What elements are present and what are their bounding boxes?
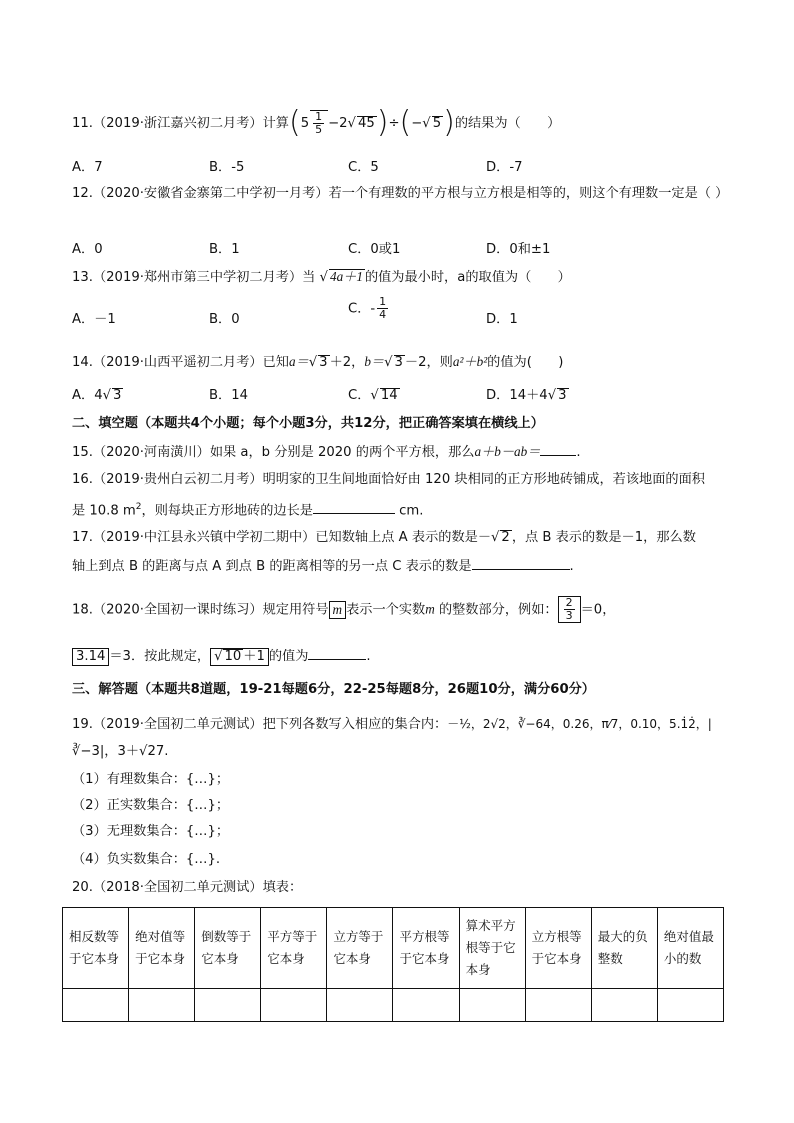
q18-example-bracket — [558, 596, 581, 623]
q13-option-d[interactable]: D．1 — [486, 312, 518, 327]
q13-option-b[interactable]: B．0 — [209, 312, 240, 327]
answer-cell[interactable] — [327, 989, 393, 1022]
q11-source: 11.（2019·浙江嘉兴初二月考）计算 — [72, 116, 289, 131]
q14-b-rad: 3 — [394, 355, 403, 370]
q17-rad: 2 — [501, 530, 510, 545]
q11-option-d[interactable]: D．-7 — [486, 160, 523, 175]
table-header-cell: 最大的负整数 — [591, 908, 657, 989]
table-header-cell: 绝对值最小的数 — [657, 908, 723, 989]
question-11: 11.（2019·浙江嘉兴初二月考）计算(5 $\frac{1}{5}$ −2√ 45)÷(−√ 5)的结果为（ ） — [72, 105, 561, 140]
q19-intro: 19.（2019·全国初二单元测试）把下列各数写入相应的集合内： — [72, 717, 448, 732]
q11-coef1: 5 — [300, 116, 310, 131]
q18-m: m — [425, 601, 435, 617]
q16-answer-blank[interactable] — [313, 500, 395, 514]
q11-option-a[interactable]: A．7 — [72, 160, 103, 175]
q12-options — [72, 238, 732, 258]
answer-cell[interactable] — [591, 989, 657, 1022]
question-19-line1 — [72, 714, 734, 735]
q18-line2c: 的值为 — [268, 649, 309, 664]
question-18-line2 — [72, 646, 734, 667]
question-18-line1 — [72, 596, 734, 623]
q14-c-rad: 14 — [380, 388, 398, 403]
q18-rad: 10 — [224, 649, 242, 664]
q17-line2-text: 轴上到点 B 的距离与点 A 到点 B 的距离相等的另一点 C 表示的数是 — [72, 559, 472, 574]
answer-cell[interactable] — [129, 989, 195, 1022]
table-header-cell: 绝对值等于它本身 — [129, 908, 195, 989]
answer-cell[interactable] — [459, 989, 525, 1022]
table-header-cell: 立方等于它本身 — [327, 908, 393, 989]
q18-c: 的整数部分，例如： — [438, 602, 558, 618]
question-20: 20.（2018·全国初二单元测试）填表： — [72, 880, 303, 895]
q19-item-4: （4）负实数集合：{…}. — [72, 852, 221, 867]
q14-option-d[interactable]: D．14＋4√ 3 — [486, 388, 567, 403]
q17-neg: － — [477, 530, 492, 545]
q11-frac-num: 1 — [315, 109, 323, 123]
q18-example2: 3.14 — [72, 648, 109, 666]
q12-option-a[interactable]: A．0 — [72, 242, 103, 257]
q18-line2b: ＝3．按此规定， — [109, 649, 211, 664]
q11-div: ÷ — [388, 116, 400, 131]
q11-radical1 — [310, 110, 328, 136]
q11-options — [72, 156, 732, 176]
question-17-line1: 17.（2019·中江县永兴镇中学初二期中）已知数轴上点 A 表示的数是－√ 2 ，点 B 表示的数是－1，那么数 — [72, 530, 696, 545]
q18-ask-bracket: √ 10 ＋1 — [210, 648, 269, 666]
q11-radical2: 45 — [357, 116, 375, 131]
q18-ex-frac — [564, 597, 575, 622]
q12-option-b[interactable]: B．1 — [209, 242, 240, 257]
q17-a: 17.（2019·中江县永兴镇中学初二期中）已知数轴上点 A 表示的数是 — [72, 530, 478, 545]
q14-source: 14.（2019·山西平遥初二月考）已知 — [72, 355, 289, 370]
q14-a-rad: 3 — [113, 388, 122, 403]
q13-option-c[interactable] — [348, 296, 390, 321]
q13-option-a[interactable]: A．－1 — [72, 312, 116, 327]
q16-tail: cm. — [399, 503, 424, 519]
q11-radical3: 5 — [432, 116, 442, 131]
q18-answer-blank[interactable] — [308, 646, 366, 660]
q13-c-den: 4 — [379, 308, 387, 321]
answer-cell[interactable] — [525, 989, 591, 1022]
left-paren: ( — [288, 105, 301, 140]
q14-ask: a²＋b² — [452, 354, 488, 369]
section-2-heading: 二、填空题（本题共4个小题；每个小题3分，共12分，把正确答案填在横线上） — [72, 416, 544, 431]
q15-text: 15.（2020·河南潢川）如果 a，b 分别是 2020 的两个平方根，那么 — [72, 445, 475, 460]
q18-b: 表示一个实数 — [346, 602, 426, 618]
answer-cell[interactable] — [63, 989, 129, 1022]
q13-options — [72, 295, 732, 328]
q11-coef2: 2 — [339, 116, 348, 131]
q14-options — [72, 384, 732, 404]
section-3-heading: 三、解答题（本题共8道题，19-21每题6分，22-25每题8分，26题10分，满分60分） — [72, 682, 595, 697]
q14-tail: 的值为( ) — [487, 355, 564, 370]
table-header-cell: 倒数等于它本身 — [195, 908, 261, 989]
q11-option-c[interactable]: C．5 — [348, 160, 379, 175]
q12-option-c[interactable]: C．0或1 — [348, 242, 401, 257]
q12-option-d[interactable]: D．0和±1 — [486, 242, 551, 257]
question-16-line2 — [72, 497, 734, 521]
q14-option-a[interactable]: A．4√ 3 — [72, 388, 122, 403]
table-header-cell: 平方根等于它本身 — [393, 908, 459, 989]
q14-a-rad: 3 — [319, 355, 328, 370]
q11-tail: 的结果为（ ） — [454, 116, 561, 131]
q11-frac — [313, 111, 324, 136]
q16-sup: 2 — [135, 502, 142, 512]
right-paren-2: ) — [443, 105, 455, 140]
q13-c-num: 1 — [379, 295, 387, 308]
q14-option-c[interactable]: C．√ 14 — [348, 388, 398, 403]
left-paren-2: ( — [399, 105, 412, 140]
q13-radical: 4a＋1 — [329, 269, 363, 284]
q14-a-tail: ＋2， — [329, 355, 365, 370]
q14-d-rad: 3 — [558, 388, 567, 403]
answer-cell[interactable] — [261, 989, 327, 1022]
q18-tail: . — [366, 649, 371, 664]
q14-option-b[interactable]: B．14 — [209, 388, 249, 403]
q11-option-b[interactable]: B．-5 — [209, 160, 245, 175]
q17-b: ，点 B 表示的数是－1，那么数 — [511, 530, 696, 545]
question-12: 12.（2020·安徽省金寨第二中学初一月考）若一个有理数的平方根与立方根是相等的，则这个有理数一定是（ ） — [72, 186, 729, 201]
question-13: 13.（2019·郑州市第三中学初二月考）当 √ 4a＋1 的值为最小时，a的取值为（ ） — [72, 269, 571, 285]
answer-cell[interactable] — [393, 989, 459, 1022]
q18-plus: ＋1 — [243, 649, 265, 664]
q14-c-label: C． — [348, 388, 371, 403]
q16-area: 是 10.8 m — [72, 503, 136, 519]
q15-answer-blank[interactable] — [540, 442, 576, 456]
q14-d-label: D．14＋4 — [486, 388, 548, 403]
q18-ex-num: 2 — [565, 596, 573, 609]
q19-item-3: （3）无理数集合：{…}； — [72, 824, 230, 839]
q14-b-tail: －2，则 — [404, 355, 453, 370]
q14-a-label: A．4 — [72, 388, 103, 403]
q18-a: 18.（2020·全国初一课时练习）规定用符号 — [72, 602, 329, 618]
question-19-line2: ∛−3|，3＋√27. — [72, 744, 169, 759]
q19-item-2: （2）正实数集合：{…}； — [72, 798, 230, 813]
answer-cell[interactable] — [195, 989, 261, 1022]
q15-tail: . — [576, 445, 581, 460]
q15-expr: a＋b－ab＝ — [474, 444, 541, 459]
q11-frac-den: 5 — [315, 122, 323, 136]
question-17-line2 — [72, 556, 734, 577]
q18-ex-den: 3 — [565, 609, 573, 622]
right-paren: ) — [376, 105, 389, 140]
q19-item-1: （1）有理数集合：{…}； — [72, 772, 230, 787]
q13-source: 13.（2019·郑州市第三中学初二月考）当 — [72, 270, 316, 285]
q13-c-frac — [377, 296, 388, 321]
table-header-cell: 立方根等于它本身 — [525, 908, 591, 989]
q13-tail: 的值为最小时，a的取值为（ ） — [364, 270, 571, 285]
q14-a: a＝ — [288, 354, 309, 369]
q11-inner: − — [411, 116, 423, 131]
table-header-cell: 平方等于它本身 — [261, 908, 327, 989]
q17-answer-blank[interactable] — [472, 556, 570, 570]
q17-tail: . — [569, 559, 574, 574]
question-16-line1: 16.（2019·贵州白云初二月考）明明家的卫生间地面恰好由 120 块相同的正方形地砖铺成，若该地面的面积 — [72, 472, 705, 487]
answer-cell[interactable] — [657, 989, 723, 1022]
q16-ask: ，则每块正方形地砖的边长是 — [141, 503, 313, 519]
q19-numbers: －½，2√2，∛−64，0.26，π⁄7，0.10，5.1̇2̇，| — [447, 717, 712, 731]
table-header-row — [63, 908, 724, 989]
table-answer-row — [63, 989, 724, 1022]
q14-b: b＝ — [364, 354, 385, 369]
q11-op1: − — [328, 116, 340, 131]
q18-m-bracket: m — [329, 601, 347, 619]
q13-option-c-label: C．- — [348, 301, 376, 317]
q18-ex-res: ＝0， — [580, 602, 616, 618]
table-header-cell: 相反数等于它本身 — [63, 908, 129, 989]
table-header-cell: 算术平方根等于它本身 — [459, 908, 525, 989]
q20-table — [62, 907, 724, 1022]
question-14: 14.（2019·山西平遥初二月考）已知a＝√ 3 ＋2，b＝√ 3 －2，则a²＋b²的值为( ) — [72, 354, 564, 370]
question-15 — [72, 442, 734, 463]
